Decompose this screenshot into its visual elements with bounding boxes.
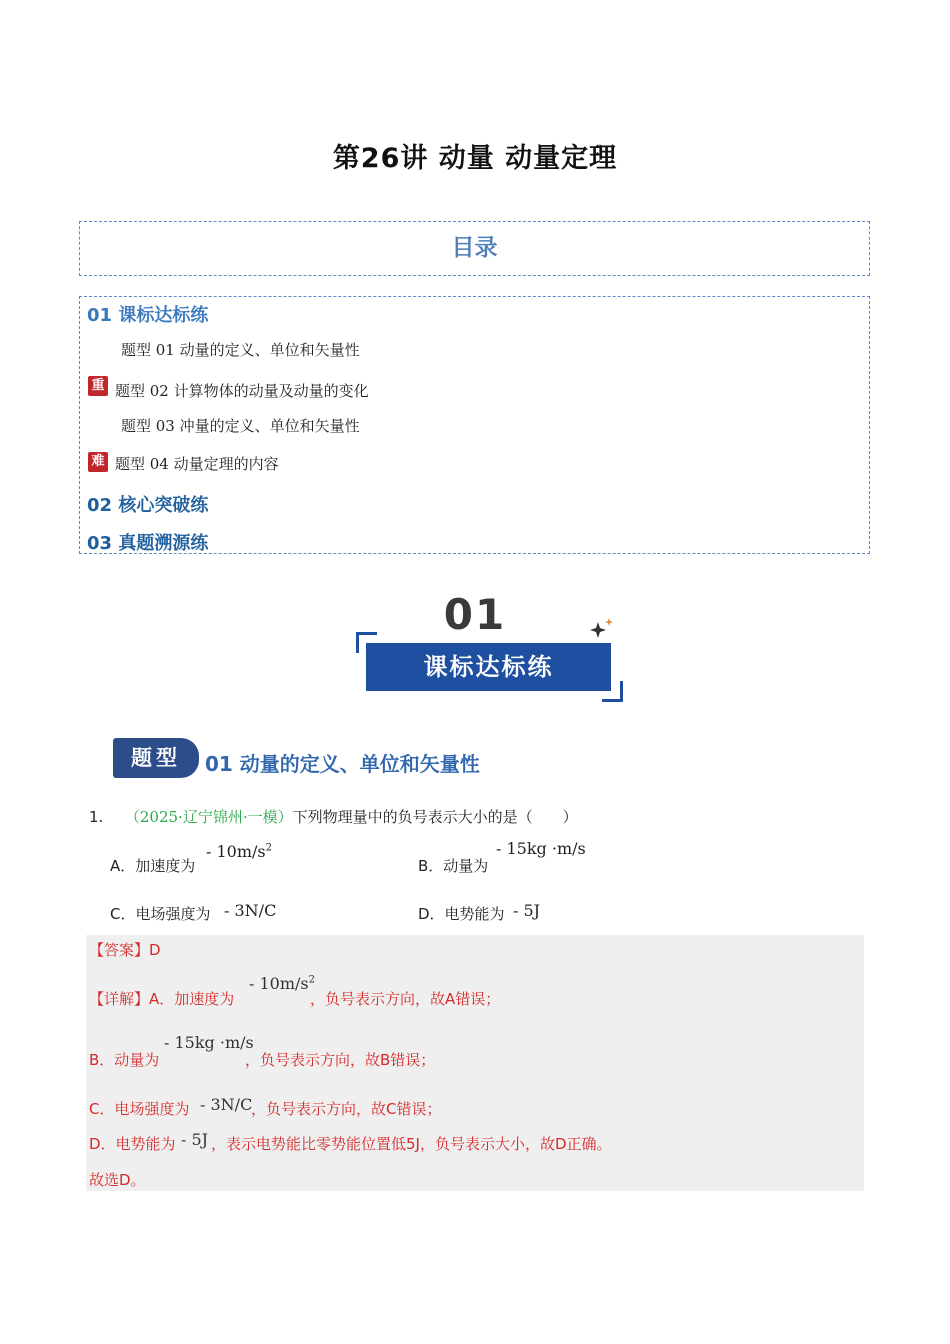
detail-a-suffix: ，负号表示方向，故A错误； (310, 990, 501, 1008)
option-d-label: D．电势能为 (418, 905, 505, 923)
key-badge: 重 (88, 376, 108, 396)
detail-b-prefix: B．动量为 (89, 1051, 160, 1069)
bracket-decoration (602, 681, 623, 702)
section-number: 01 (443, 590, 507, 639)
question-number: 1. (89, 808, 104, 826)
toc-heading-box (79, 221, 870, 276)
question-type-title: 01 动量的定义、单位和矢量性 (205, 752, 480, 776)
question-text: 下列物理量中的负号表示大小的是（ ） (292, 808, 578, 826)
question-source: （2025·辽宁锦州·一模） (124, 808, 293, 826)
detail-c-prefix: C．电场强度为 (89, 1100, 190, 1118)
section-banner-label: 课标达标练 (423, 653, 554, 681)
detail-d-value: - 5J (181, 1130, 209, 1149)
difficult-badge: 难 (88, 452, 108, 472)
toc-section-03-link[interactable]: 03 真题溯源练 (87, 533, 209, 554)
option-c-value: - 3N/C (224, 901, 277, 920)
detail-b-value: - 15kg ·m/s (164, 1033, 254, 1052)
question-type-tag (113, 738, 199, 778)
detail-c-value: - 3N/C (200, 1095, 253, 1114)
detail-a-value: - $10m/s^2$ (249, 974, 315, 993)
detail-a-prefix: 【详解】A．加速度为 (89, 990, 235, 1008)
page-title: 第26讲 动量 动量定理 (332, 143, 618, 174)
toc-item-type-04[interactable]: 题型 04 动量定理的内容 (115, 455, 279, 473)
sparkle-icon (588, 616, 614, 642)
option-a-value: - $10m/s^2$ (206, 842, 272, 861)
detail-c-suffix: ，负号表示方向，故C错误； (251, 1100, 442, 1118)
toc-section-02-link[interactable]: 02 核心突破练 (87, 495, 209, 516)
detail-b-suffix: ，负号表示方向，故B错误； (245, 1051, 436, 1069)
section-banner (366, 643, 611, 691)
toc-item-type-01[interactable]: 题型 01 动量的定义、单位和矢量性 (121, 341, 360, 359)
toc-item-type-03[interactable]: 题型 03 冲量的定义、单位和矢量性 (121, 417, 360, 435)
toc-item-type-02[interactable]: 题型 02 计算物体的动量及动量的变化 (115, 382, 369, 400)
option-b-value: - 15kg ·m/s (496, 839, 586, 858)
detail-d-prefix: D．电势能为 (89, 1135, 176, 1153)
option-b-label: B．动量为 (418, 857, 489, 875)
question-type-tag-label: 题型 (131, 745, 181, 770)
answer-conclusion: 故选D。 (89, 1171, 146, 1189)
option-a-label: A．加速度为 (110, 857, 196, 875)
option-c-label: C．电场强度为 (110, 905, 211, 923)
toc-heading: 目录 (451, 235, 498, 261)
detail-d-suffix: ，表示电势能比零势能位置低5J，负号表示大小，故D正确。 (211, 1135, 612, 1153)
option-d-value: - 5J (513, 901, 541, 920)
toc-section-01-link[interactable]: 01 课标达标练 (87, 305, 209, 326)
answer-line: 【答案】D (89, 941, 161, 959)
question-stem (89, 806, 578, 827)
